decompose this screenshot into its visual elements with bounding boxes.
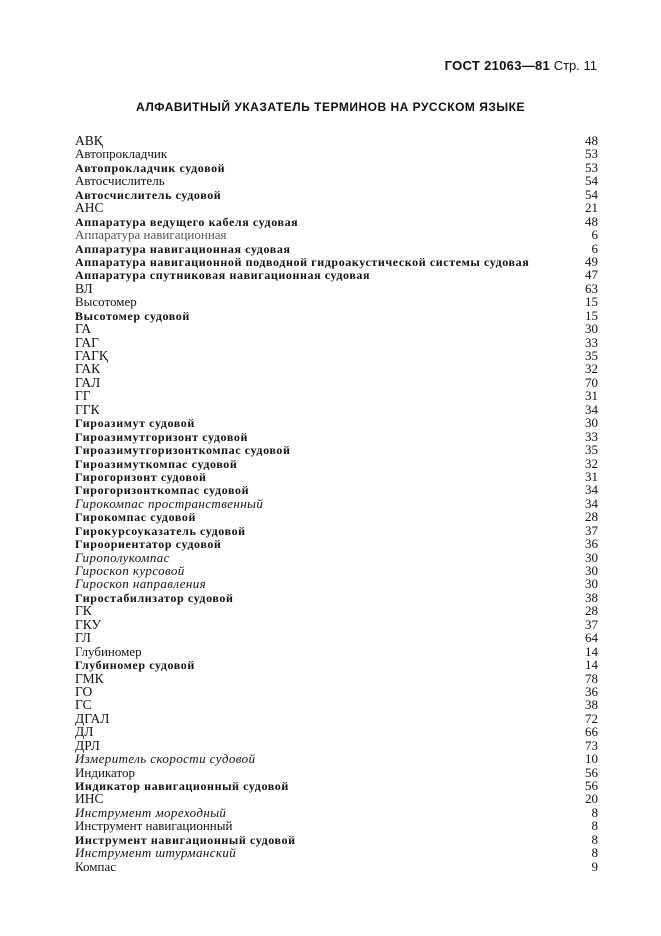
index-entry: [75, 322, 598, 335]
index-term: Автопрокладчик: [75, 146, 168, 162]
index-page-number: 10: [585, 751, 598, 767]
index-page-number: 6: [591, 240, 598, 256]
index-term: Гирокомпас судовой: [75, 510, 197, 525]
index-entry: [75, 282, 598, 295]
index-entry: [75, 725, 598, 738]
index-page-number: 53: [585, 159, 598, 175]
index-term: ДРЛ: [75, 737, 100, 753]
index-entry: [75, 524, 598, 537]
index-page-number: 30: [585, 321, 598, 337]
index-term: Компас: [75, 858, 116, 874]
index-term: Гироазимуткомпас судовой: [75, 456, 238, 471]
index-entry: [75, 255, 598, 268]
index-entry: [75, 336, 598, 349]
index-entry: [75, 658, 598, 671]
index-term: Индикатор навигационный судовой: [75, 779, 289, 793]
index-entry: [75, 752, 598, 765]
index-term: Гирополукомпас: [75, 549, 170, 565]
index-page-number: 35: [585, 348, 598, 363]
index-term: ГК: [75, 603, 92, 619]
index-page-number: 72: [585, 710, 598, 726]
index-entry: [75, 806, 598, 819]
index-term: ГГ: [75, 388, 91, 404]
index-term: ГАЛ: [75, 374, 101, 390]
index-term: АНС: [75, 200, 104, 216]
index-entry: [75, 645, 598, 658]
index-term: Инструмент штурманский: [75, 845, 237, 861]
index-entry: [75, 819, 598, 832]
index-term: ДГАЛ: [75, 710, 110, 726]
index-page-number: 36: [585, 683, 598, 699]
index-page-number: 33: [585, 334, 598, 350]
index-page-number: 32: [585, 361, 598, 377]
index-page-number: 28: [585, 509, 598, 525]
index-page-number: 49: [585, 253, 598, 269]
index-entry: [75, 457, 598, 470]
index-page-number: 37: [585, 616, 598, 632]
index-entry: [75, 591, 598, 604]
index-page-number: 56: [585, 764, 598, 780]
index-term: Гирокомпас пространственный: [75, 495, 264, 511]
index-entry: [75, 618, 598, 631]
index-page-number: 20: [585, 791, 598, 807]
index-entry: [75, 497, 598, 510]
index-term: Высотомер: [75, 294, 137, 310]
index-term: ГГК: [75, 401, 100, 417]
index-term: Аппаратура навигационной подводной гидроакустической системы судовая: [75, 254, 530, 269]
index-term: Гирогоризонт судовой: [75, 469, 207, 484]
index-term: ГС: [75, 697, 92, 713]
index-page-number: 78: [585, 670, 598, 686]
index-page-number: 38: [585, 697, 598, 713]
index-entry: [75, 537, 598, 550]
index-page-number: 37: [585, 522, 598, 538]
index-page-number: 38: [585, 589, 598, 605]
index-term: ГАГ: [75, 334, 99, 350]
index-term: Аппаратура ведущего кабеля судовая: [75, 214, 299, 229]
index-entry: [75, 766, 598, 779]
index-term: ГАГҚ: [75, 348, 108, 363]
index-entry: [75, 174, 598, 187]
index-term: ГА: [75, 321, 92, 337]
index-page-number: 30: [585, 415, 598, 431]
document-number: ГОСТ 21063—81: [444, 58, 551, 73]
index-page-number: 30: [585, 576, 598, 592]
index-page-number: 64: [585, 630, 598, 646]
index-term: Инструмент мореходный: [75, 804, 227, 820]
index-entry: [75, 362, 598, 375]
index-page-number: 63: [585, 280, 598, 296]
index-page-number: 14: [585, 643, 598, 659]
index-page-number: 53: [585, 146, 598, 162]
index-page-number: 28: [585, 603, 598, 619]
index-term: Измеритель скорости судовой: [75, 751, 256, 767]
index-term: Инструмент навигационный: [75, 818, 233, 834]
index-page-number: 9: [591, 858, 598, 874]
index-page-number: 15: [585, 307, 598, 323]
index-page-number: 33: [585, 428, 598, 444]
index-term: Глубиномер судовой: [75, 658, 195, 673]
index-page-number: 54: [585, 186, 598, 202]
index-term: ВЛ: [75, 280, 93, 296]
index-entry: [75, 295, 598, 308]
index-term: Автопрокладчик судовой: [75, 160, 226, 175]
index-page-number: 34: [585, 401, 598, 417]
index-term: Аппаратура навигационная судовая: [75, 241, 291, 256]
index-entry: [75, 779, 598, 792]
index-entry: [75, 134, 598, 147]
index-entry: [75, 712, 598, 725]
index-entry: [75, 309, 598, 322]
index-entry: [75, 577, 598, 590]
index-entry: [75, 215, 598, 228]
index-page-number: 14: [585, 657, 598, 673]
index-page-number: 48: [585, 133, 598, 148]
index-term: Инструмент навигационный судовой: [75, 832, 296, 847]
index-entry: [75, 147, 598, 160]
index-entry: [75, 403, 598, 416]
index-term: Автосчислитель: [75, 173, 165, 189]
index-page-number: 70: [585, 374, 598, 390]
index-term: Гирокурсоуказатель судовой: [75, 523, 246, 538]
index-term: ГАК: [75, 361, 101, 377]
index-page-number: 30: [585, 563, 598, 578]
index-term: Аппаратура навигационная: [75, 227, 227, 243]
index-entry: [75, 376, 598, 389]
index-term: Глубиномер: [75, 643, 142, 659]
page-title: АЛФАВИТНЫЙ УКАЗАТЕЛЬ ТЕРМИНОВ НА РУССКОМ ЯЗЫКЕ: [136, 100, 525, 114]
index-entry: [75, 792, 598, 805]
index-entry: [75, 268, 598, 281]
index-term: АВҚ: [75, 133, 103, 148]
index-term: Гироазимут судовой: [75, 416, 195, 431]
index-entry: [75, 483, 598, 496]
index-term: ГКУ: [75, 616, 102, 632]
index-entry: [75, 416, 598, 429]
index-term: ДЛ: [75, 724, 94, 740]
index-entry: [75, 564, 598, 577]
index-page-number: 66: [585, 724, 598, 740]
index-entry: [75, 443, 598, 456]
index-term: Гирогоризонткомпас судовой: [75, 483, 250, 498]
page-number: Стр. 11: [553, 58, 597, 73]
index-entry: [75, 846, 598, 859]
index-page-number: 8: [591, 804, 598, 820]
index-entry: [75, 389, 598, 402]
index-term: Индикатор: [75, 764, 135, 780]
index-page-number: 34: [585, 495, 598, 511]
index-page-number: 48: [585, 213, 598, 229]
index-entry: [75, 430, 598, 443]
index-term: Высотомер судовой: [75, 308, 190, 323]
index-term: Гироазимутгоризонткомпас судовой: [75, 443, 291, 458]
index-entry: [75, 833, 598, 846]
index-entry: [75, 631, 598, 644]
index-entry: [75, 860, 598, 873]
index-entry: [75, 242, 598, 255]
index-page-number: 31: [585, 388, 598, 404]
index-page-number: 31: [585, 468, 598, 484]
index-entry: [75, 604, 598, 617]
index-entry: [75, 188, 598, 201]
index-entry: [75, 672, 598, 685]
index-entry: [75, 228, 598, 241]
term-index-list: [75, 134, 598, 873]
index-page-number: 73: [585, 737, 598, 753]
index-page-number: 8: [591, 831, 598, 847]
index-entry: [75, 685, 598, 698]
index-term: ГЛ: [75, 630, 91, 646]
index-page-number: 6: [591, 227, 598, 243]
index-term: Автосчислитель судовой: [75, 187, 222, 202]
page-header: [445, 58, 597, 73]
index-page-number: 35: [585, 442, 598, 458]
index-term: Гироазимутгоризонт судовой: [75, 429, 248, 444]
index-term: Гироскоп направления: [75, 576, 207, 592]
index-entry: [75, 510, 598, 523]
index-term: ГМК: [75, 670, 104, 686]
index-page-number: 8: [591, 818, 598, 834]
index-entry: [75, 349, 598, 362]
index-entry: [75, 201, 598, 214]
index-term: Гиростабилизатор судовой: [75, 590, 234, 605]
index-page-number: 30: [585, 549, 598, 565]
index-page-number: 21: [585, 200, 598, 216]
index-term: ИНС: [75, 791, 104, 807]
index-page-number: 15: [585, 294, 598, 310]
index-page-number: 47: [585, 267, 598, 283]
index-term: ГО: [75, 683, 93, 699]
index-page-number: 54: [585, 173, 598, 189]
index-term: Гироскоп курсовой: [75, 563, 185, 578]
index-term: Аппаратура спутниковая навигационная судовая: [75, 268, 371, 283]
index-entry: [75, 551, 598, 564]
index-entry: [75, 698, 598, 711]
index-page-number: 34: [585, 482, 598, 498]
index-entry: [75, 470, 598, 483]
index-term: Гироориентатор судовой: [75, 537, 222, 552]
index-entry: [75, 161, 598, 174]
index-page-number: 8: [591, 845, 598, 861]
index-page-number: 32: [585, 455, 598, 471]
index-page-number: 56: [585, 778, 598, 793]
index-page-number: 36: [585, 536, 598, 552]
index-entry: [75, 739, 598, 752]
